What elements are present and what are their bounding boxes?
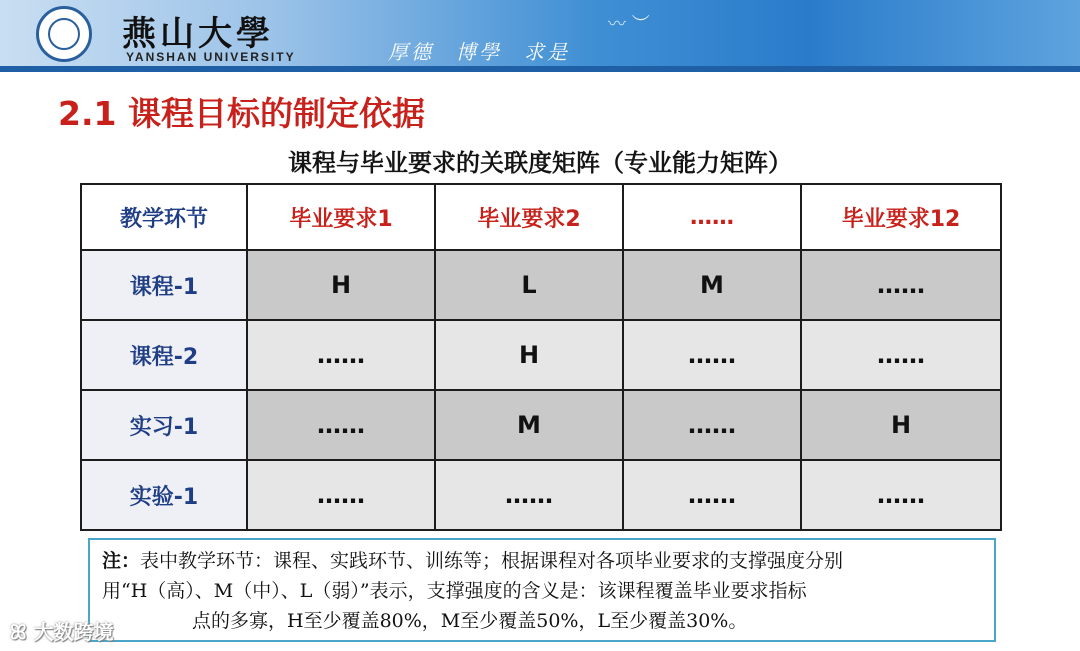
table-cell: M [623,250,801,320]
note-line-2: 用“H（高）、M（中）、L（弱）”表示，支撑强度的含义是：该课程覆盖毕业要求指标 [102,580,807,602]
table-cell: …… [247,390,435,460]
table-cell: …… [435,460,623,530]
correlation-matrix-table [80,183,1002,531]
motto-word: 博學 [456,40,502,64]
header-cell: 毕业要求12 [801,184,1001,250]
table-cell: …… [247,320,435,390]
table-cell: …… [801,250,1001,320]
motto-word: 厚德 [388,40,434,64]
section-title: 2.1 课程目标的制定依据 [58,94,425,133]
note-line-1-text: 表中教学环节：课程、实践环节、训练等；根据课程对各项毕业要求的支撑强度分别 [140,550,844,572]
note-line-3: 点的多寡，H至少覆盖80%，M至少覆盖50%，L至少覆盖30%。 [192,610,748,632]
table-row [81,320,1001,390]
university-motto [388,36,592,65]
row-label: 课程-1 [81,250,247,320]
note-box [88,538,996,642]
table-header-row [81,184,1001,250]
matrix-title: 课程与毕业要求的关联度矩阵（专业能力矩阵） [288,149,792,177]
note-label: 注： [102,550,141,572]
table-cell: …… [801,320,1001,390]
note-text [102,546,982,636]
row-label: 实验-1 [81,460,247,530]
birds-icon: 〰 ︶ [608,14,650,35]
table-cell: …… [801,460,1001,530]
watermark: ꕤ 大数跨境 [10,620,114,644]
table-cell: …… [247,460,435,530]
university-name-cn: 燕山大學 [122,14,274,54]
table-row [81,250,1001,320]
university-seal-logo [36,6,92,62]
watermark-text: 大数跨境 [33,620,114,644]
table-cell: H [801,390,1001,460]
motto-word: 求是 [524,40,570,64]
table-cell: …… [623,460,801,530]
header-cell: 教学环节 [81,184,247,250]
table-cell: …… [623,390,801,460]
table-cell: H [247,250,435,320]
table-row [81,390,1001,460]
table-cell: …… [623,320,801,390]
row-label: 实习-1 [81,390,247,460]
university-name-en: YANSHAN UNIVERSITY [126,50,296,64]
table-cell: H [435,320,623,390]
header-cell: …… [623,184,801,250]
row-label: 课程-2 [81,320,247,390]
table-row [81,460,1001,530]
note-line-1 [102,546,982,576]
table-cell: L [435,250,623,320]
header-cell: 毕业要求2 [435,184,623,250]
header-cell: 毕业要求1 [247,184,435,250]
table-cell: M [435,390,623,460]
header-banner [0,0,1080,72]
